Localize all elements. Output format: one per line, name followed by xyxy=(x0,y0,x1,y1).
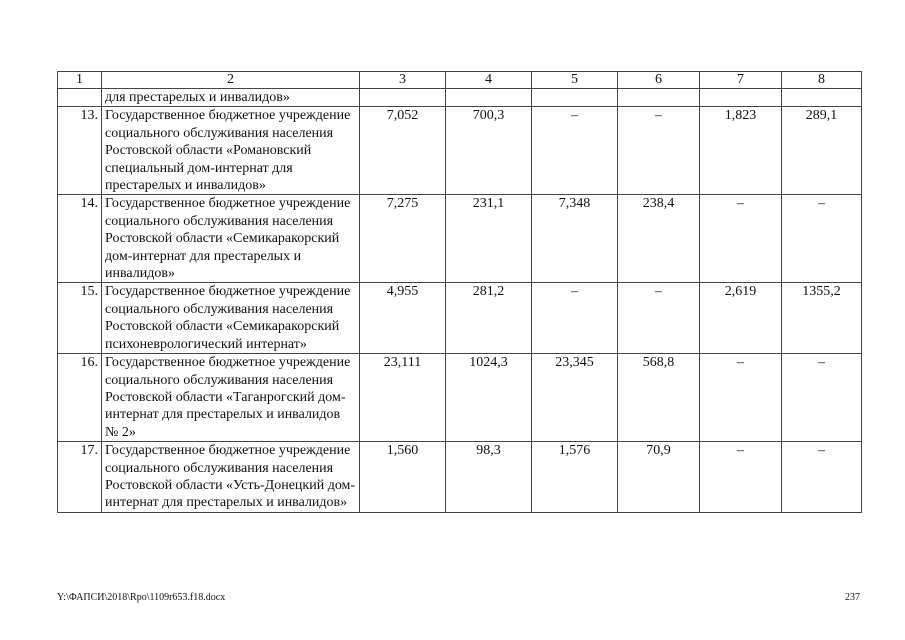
institution-name-cell: Государственное бюджетное учреждение социального обслуживания населения Ростовской области «Таганрогский дом-интернат для престарелых и инвалидов № 2» xyxy=(102,354,360,442)
value-cell: – xyxy=(532,283,618,354)
value-cell: 1,823 xyxy=(700,107,782,195)
value-cell: 1024,3 xyxy=(446,354,532,442)
value-cell xyxy=(782,89,862,107)
row-number-cell: 13. xyxy=(58,107,102,195)
column-header: 8 xyxy=(782,72,862,89)
value-cell: – xyxy=(782,442,862,513)
value-cell: 1,576 xyxy=(532,442,618,513)
value-cell: 238,4 xyxy=(618,195,700,283)
continuation-row xyxy=(58,89,862,107)
institution-name-cell: для престарелых и инвалидов» xyxy=(102,89,360,107)
value-cell: – xyxy=(782,354,862,442)
column-header: 6 xyxy=(618,72,700,89)
value-cell xyxy=(532,89,618,107)
value-cell: 7,052 xyxy=(360,107,446,195)
value-cell: – xyxy=(618,107,700,195)
value-cell: 281,2 xyxy=(446,283,532,354)
institution-name-cell: Государственное бюджетное учреждение социального обслуживания населения Ростовской области «Семикаракорский дом-интернат для престарелых и инвалидов» xyxy=(102,195,360,283)
value-cell: 7,348 xyxy=(532,195,618,283)
value-cell xyxy=(360,89,446,107)
row-number-cell: 14. xyxy=(58,195,102,283)
footer-file-path: Y:\ФАПСИ\2018\Rpo\1109r653.f18.docx xyxy=(57,592,226,603)
value-cell xyxy=(446,89,532,107)
value-cell: 289,1 xyxy=(782,107,862,195)
value-cell: 231,1 xyxy=(446,195,532,283)
value-cell: 70,9 xyxy=(618,442,700,513)
row-number-cell: 15. xyxy=(58,283,102,354)
value-cell: – xyxy=(782,195,862,283)
column-header: 4 xyxy=(446,72,532,89)
table-row xyxy=(58,354,862,442)
value-cell: 1355,2 xyxy=(782,283,862,354)
page-number: 237 xyxy=(845,592,860,603)
institution-name-cell: Государственное бюджетное учреждение социального обслуживания населения Ростовской области «Усть-Донецкий дом-интернат для престарелых и инвалидов» xyxy=(102,442,360,513)
value-cell: – xyxy=(700,442,782,513)
row-number-cell: 17. xyxy=(58,442,102,513)
value-cell: 2,619 xyxy=(700,283,782,354)
value-cell: – xyxy=(532,107,618,195)
row-number-cell xyxy=(58,89,102,107)
column-header: 1 xyxy=(58,72,102,89)
institution-name-cell: Государственное бюджетное учреждение социального обслуживания населения Ростовской области «Романовский специальный дом-интернат для престарелых и инвалидов» xyxy=(102,107,360,195)
value-cell: 7,275 xyxy=(360,195,446,283)
column-header: 2 xyxy=(102,72,360,89)
value-cell: 568,8 xyxy=(618,354,700,442)
value-cell: 98,3 xyxy=(446,442,532,513)
value-cell: – xyxy=(618,283,700,354)
column-header: 3 xyxy=(360,72,446,89)
header-row xyxy=(58,72,862,89)
value-cell: – xyxy=(700,354,782,442)
value-cell: 1,560 xyxy=(360,442,446,513)
value-cell: – xyxy=(700,195,782,283)
value-cell: 4,955 xyxy=(360,283,446,354)
value-cell: 700,3 xyxy=(446,107,532,195)
institution-name-cell: Государственное бюджетное учреждение социального обслуживания населения Ростовской области «Семикаракорский психоневрологический интернат» xyxy=(102,283,360,354)
row-number-cell: 16. xyxy=(58,354,102,442)
value-cell xyxy=(618,89,700,107)
table-row xyxy=(58,283,862,354)
data-table xyxy=(57,71,862,513)
value-cell: 23,345 xyxy=(532,354,618,442)
table-row xyxy=(58,195,862,283)
value-cell: 23,111 xyxy=(360,354,446,442)
value-cell xyxy=(700,89,782,107)
column-header: 7 xyxy=(700,72,782,89)
table-row xyxy=(58,107,862,195)
column-header: 5 xyxy=(532,72,618,89)
table-row xyxy=(58,442,862,513)
